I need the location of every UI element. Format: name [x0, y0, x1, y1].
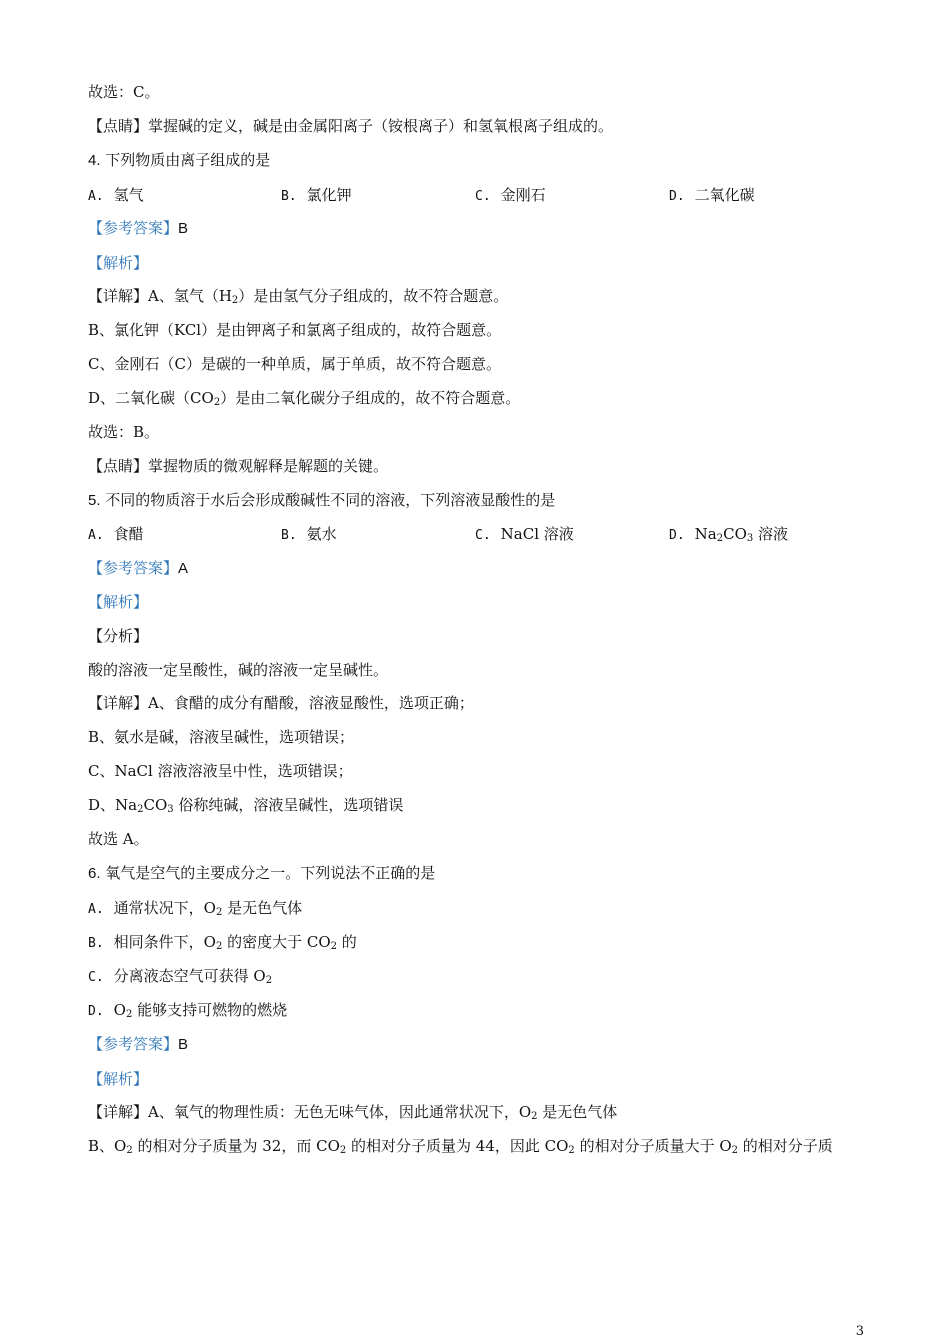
question-6	[88, 863, 435, 884]
reference-answer-value: A	[178, 560, 189, 577]
detail-line: B、氨水是碱，溶液呈碱性，选项错误；	[88, 728, 355, 746]
reference-answer	[88, 218, 188, 239]
option-letter: A.	[88, 189, 104, 204]
selection-line: 故选 A。	[88, 830, 149, 848]
option-c	[88, 966, 272, 988]
option-b	[88, 932, 357, 954]
question-number: 4.	[88, 152, 101, 169]
option-d	[669, 185, 755, 207]
analysis-heading: 【解析】	[88, 1070, 149, 1088]
option-b	[281, 185, 352, 207]
option-text: 氯化钾	[306, 186, 352, 204]
option-text: 分离液态空气可获得 $O_2$	[113, 967, 273, 986]
reference-answer-value: B	[178, 220, 189, 237]
detail-line: C、金刚石（C）是碳的一种单质，属于单质，故不符合题意。	[88, 355, 501, 373]
previous-selection: 故选：C。	[88, 83, 160, 101]
option-text: $Na_2CO_3$ 溶液	[694, 525, 789, 544]
selection-line: 故选：B。	[88, 423, 160, 441]
option-text: 氢气	[113, 186, 144, 204]
reference-answer-label: 【参考答案】	[88, 1035, 179, 1053]
option-text: 通常状况下，$O_2$ 是无色气体	[113, 899, 303, 918]
analysis-heading: 【解析】	[88, 593, 149, 611]
detail-line: B、氯化钾（KCl）是由钾离子和氯离子组成的，故符合题意。	[88, 321, 502, 339]
detail-line: D、二氧化碳$(CO_2)$是由二氧化碳分子组成的，故不符合题意。	[88, 389, 521, 408]
option-letter: A.	[88, 902, 104, 917]
page-number: 3	[855, 1324, 864, 1339]
option-letter: C.	[475, 528, 491, 543]
question-4	[88, 150, 270, 171]
reference-answer-label: 【参考答案】	[88, 559, 179, 577]
option-letter: B.	[281, 189, 297, 204]
detail-line: 【详解】A、氧气的物理性质：无色无味气体，因此通常状况下，$O_2$ 是无色气体	[88, 1103, 618, 1122]
option-letter: B.	[281, 528, 297, 543]
question-text: 氧气是空气的主要成分之一。下列说法不正确的是	[105, 864, 436, 882]
detail-line: C、NaCl 溶液溶液呈中性，选项错误；	[88, 762, 353, 780]
option-d	[669, 524, 788, 546]
reference-answer-label: 【参考答案】	[88, 219, 179, 237]
option-text: 二氧化碳	[694, 186, 755, 204]
reference-answer-value: B	[178, 1036, 189, 1053]
option-c	[475, 185, 546, 207]
option-a	[88, 524, 144, 546]
question-text: 不同的物质溶于水后会形成酸碱性不同的溶液，下列溶液显酸性的是	[105, 491, 556, 509]
dianjing-line: 【点睛】掌握物质的微观解释是解题的关键。	[88, 457, 389, 475]
option-c	[475, 524, 574, 546]
option-text: 相同条件下，$O_2$ 的密度大于 $CO_2$ 的	[113, 933, 357, 952]
detail-line: 【详解】A、氢气$(H_2)$是由氢气分子组成的，故不符合题意。	[88, 287, 509, 306]
option-text: NaCl 溶液	[500, 525, 574, 543]
detail-line: 【详解】A、食醋的成分有醋酸，溶液显酸性，选项正确；	[88, 694, 474, 712]
option-letter: A.	[88, 528, 104, 543]
fenxi-heading: 【分析】	[88, 627, 149, 645]
previous-dianjing: 【点睛】掌握碱的定义，碱是由金属阳离子（铵根离子）和氢氧根离子组成的。	[88, 117, 614, 135]
detail-line: B、$O_2$ 的相对分子质量为 32，而 $CO_2$ 的相对分子质量为 44，因此 $CO_2$ 的相对分子质量大于 $O_2$ 的相对分子质	[88, 1137, 833, 1156]
question-5	[88, 490, 555, 511]
option-text: 氨水	[306, 525, 337, 543]
option-text: 金刚石	[500, 186, 546, 204]
option-letter: D.	[88, 1004, 104, 1019]
option-d	[88, 1000, 287, 1022]
fenxi-text: 酸的溶液一定呈酸性，碱的溶液一定呈碱性。	[88, 661, 389, 679]
reference-answer	[88, 558, 188, 579]
option-text: 食醋	[113, 525, 144, 543]
option-letter: C.	[475, 189, 491, 204]
question-number: 6.	[88, 865, 101, 882]
option-letter: C.	[88, 970, 104, 985]
question-text: 下列物质由离子组成的是	[105, 151, 271, 169]
question-number: 5.	[88, 492, 101, 509]
option-letter: D.	[669, 528, 685, 543]
option-letter: B.	[88, 936, 104, 951]
option-a	[88, 185, 144, 207]
detail-line: D、$Na_2CO_3$ 俗称纯碱，溶液呈碱性，选项错误	[88, 796, 404, 815]
option-letter: D.	[669, 189, 685, 204]
option-text: $O_2$ 能够支持可燃物的燃烧	[113, 1001, 288, 1020]
reference-answer	[88, 1034, 188, 1055]
option-b	[281, 524, 337, 546]
analysis-heading: 【解析】	[88, 254, 149, 272]
option-a	[88, 898, 302, 920]
